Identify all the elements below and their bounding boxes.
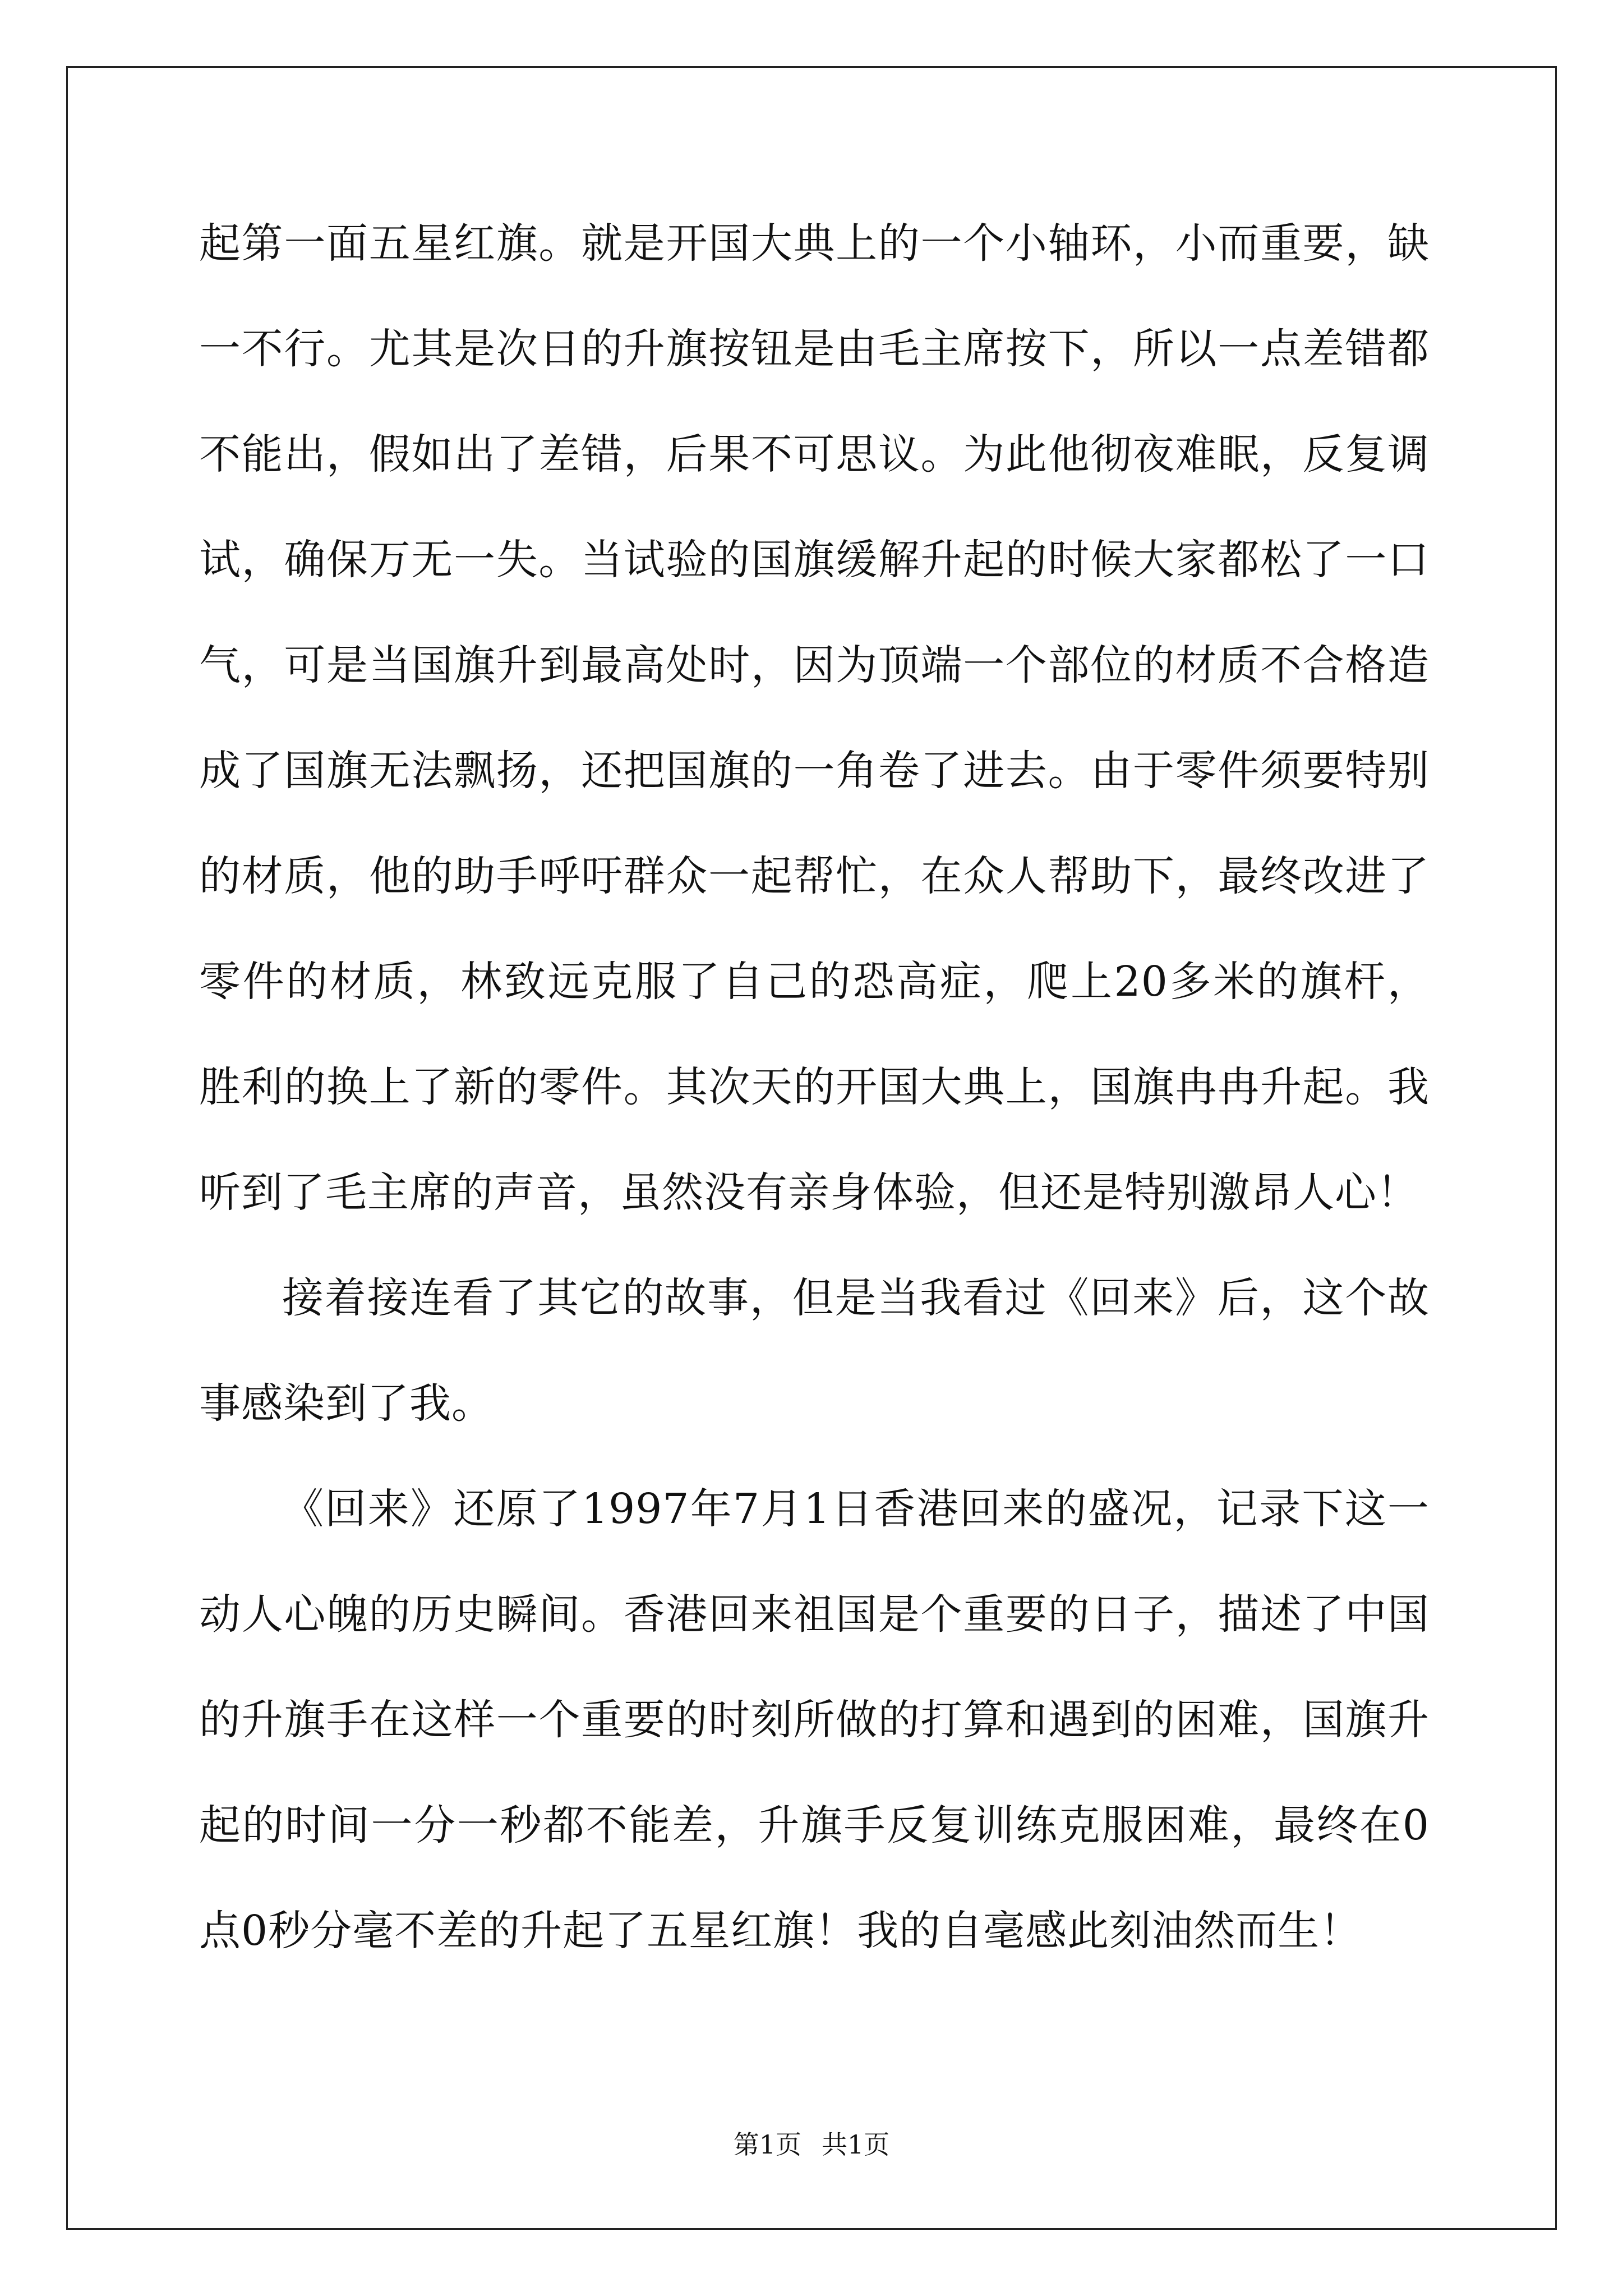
page-number-current: 第1页 [733,2129,801,2160]
document-body [199,191,1430,1984]
paragraph-1: 起第一面五星红旗。就是开国大典上的一个小轴环，小而重要，缺一不行。尤其是次日的升旗按钮是由毛主席按下，所以一点差错都不能出，假如出了差错，后果不可思议。为此他彻夜难眠，反复调试，确保万无一失。当试验的国旗缓解升起的时候大家都松了一口气，可是当国旗升到最高处时，因为顶端一个部位的材质不合格造成了国旗无法飘扬，还把国旗的一角卷了进去。由于零件须要特别的材质，他的助手呼吁群众一起帮忙，在众人帮助下，最终改进了零件的材质，林致远克服了自己的恐高症，爬上20多米的旗杆，胜利的换上了新的零件。其次天的开国大典上，国旗冉冉升起。我听到了毛主席的声音，虽然没有亲身体验，但还是特别激昂人心！ [199,219,1430,1217]
page-number-total: 共1页 [822,2129,890,2160]
paragraph-3: 《回来》还原了1997年7月1日香港回来的盛况，记录下这一动人心魄的历史瞬间。香港回来祖国是个重要的日子，描述了中国的升旗手在这样一个重要的时刻所做的打算和遇到的困难，国旗升起的时间一分一秒都不能差，升旗手反复训练克服困难，最终在0点0秒分毫不差的升起了五星红旗！我的自毫感此刻油然而生！ [199,1485,1430,1955]
paragraph-2: 接着接连看了其它的故事，但是当我看过《回来》后，这个故事感染到了我。 [199,1274,1430,1428]
page-footer [0,2128,1623,2161]
